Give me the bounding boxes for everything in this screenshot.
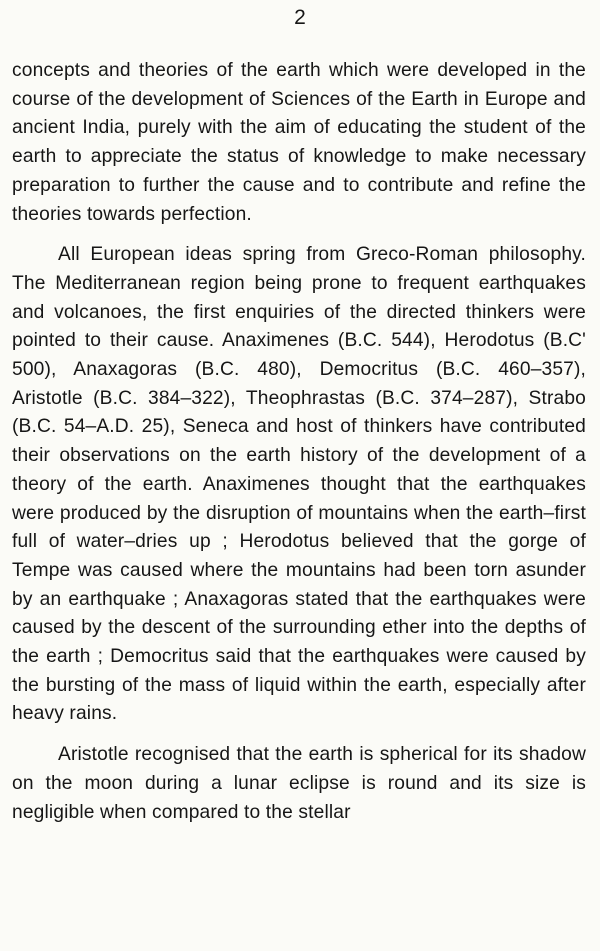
paragraph-greco-roman-philosophy: All European ideas spring from Greco-Roman philosophy. The Mediterranean region being prone to frequent earthquakes and volcanoes, the first enquiries of the directed thinkers were pointed to their cause. Anaximenes (B.C. 544), Herodotus (B.C' 500), Anaxagoras (B.C. 480), Democritus (B.C. 460–357), Aristotle (B.C. 384–322), Theophrastas (B.C. 374–287), Strabo (B.C. 54–A.D. 25), Seneca and host of thinkers have contributed their observations on the earth history of the development of a theory of the earth. Anaximenes thought that the earthquakes were produced by the disruption of mountains when the earth–first full of water–dries up ; Herodotus believed that the gorge of Tempe was caused where the mountains had been torn asunder by an earthquake ; Anaxagoras stated that the earthquakes were caused by the descent of the surrounding ether into the depths of the earth ; Democritus said that the earthquakes were caused by the bursting of the mass of liquid within the earth, especially after heavy rains.	[12, 244, 586, 725]
paragraph-continued-text: concepts and theories of the earth which were developed in the course of the development of Sciences of the Earth in Europe and ancient India, purely with the aim of educating the student of the earth to appreciate the status of knowledge to make necessary preparation to further the cause and to contribute and refine the theories towards perfection.	[12, 60, 586, 225]
page-number: 2	[294, 6, 306, 29]
document-body	[12, 57, 586, 827]
paragraph-aristotle-spherical-earth: Aristotle recognised that the earth is spherical for its shadow on the moon during a lunar eclipse is round and its size is negligible when compared to the stellar	[12, 744, 586, 823]
